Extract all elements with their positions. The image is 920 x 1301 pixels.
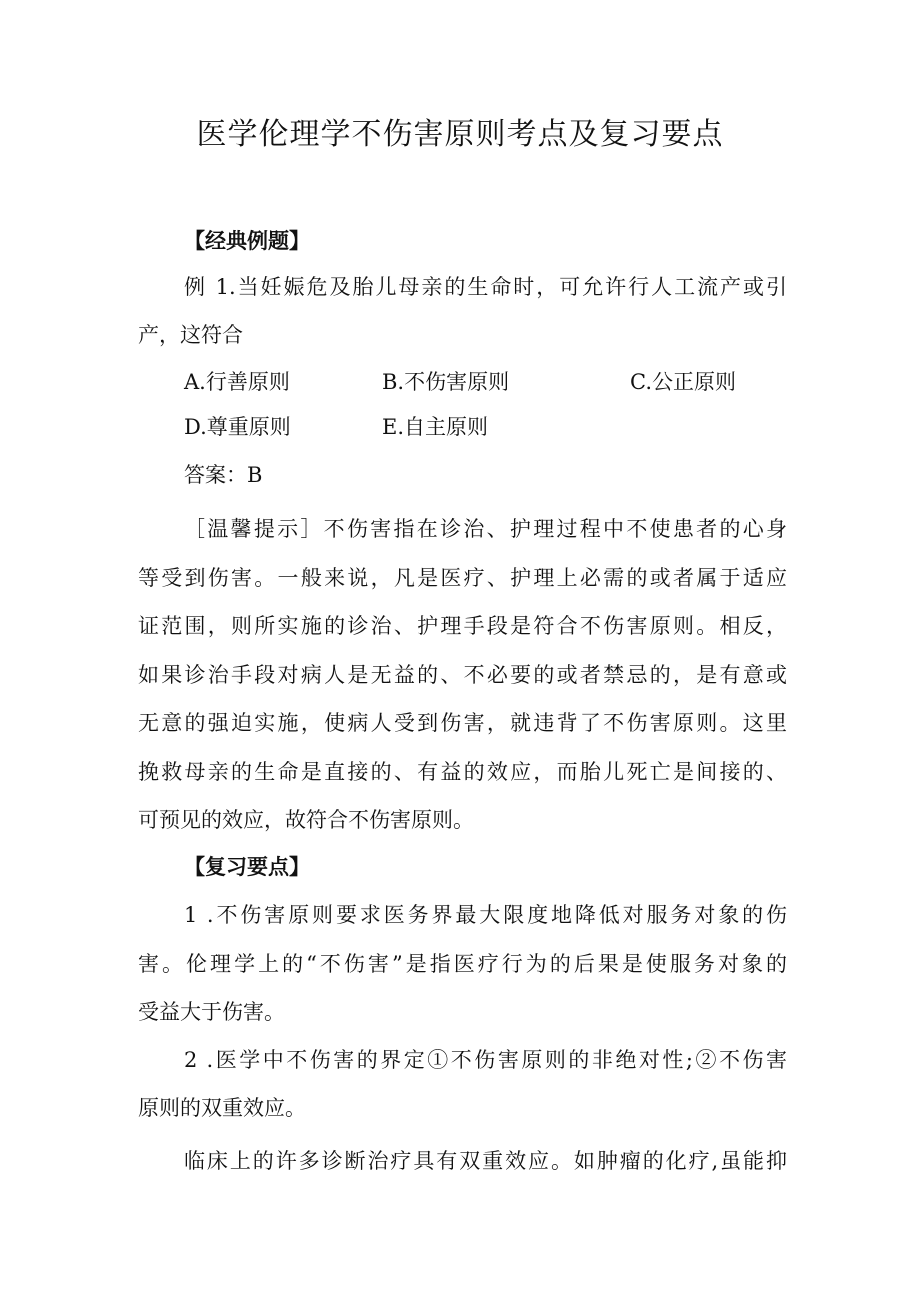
- tip-line-7: 可预见的效应，故符合不伤害原则。: [138, 808, 474, 832]
- tip-line-2: 等受到伤害。一般来说，凡是医疗、护理上必需的或者属于适应: [138, 566, 787, 590]
- option-b: B.不伤害原则: [382, 370, 510, 394]
- point2-line-2: 原则的双重效应。: [138, 1096, 306, 1120]
- examples-heading: 【经典例题】: [184, 229, 310, 253]
- option-e: E.自主原则: [382, 415, 489, 439]
- question-line-2: 产，这符合: [138, 323, 243, 347]
- tip-line-1: ［温馨提示］不伤害指在诊治、护理过程中不使患者的心身: [184, 517, 787, 541]
- clinical-line: 临床上的许多诊断治疗具有双重效应。如肿瘤的化疗,虽能抑: [184, 1149, 787, 1173]
- option-c: C.公正原则: [630, 370, 736, 394]
- point1-line-3: 受益大于伤害。: [138, 1000, 285, 1024]
- tip-line-4: 如果诊治手段对病人是无益的、不必要的或者禁忌的，是有意或: [138, 663, 787, 687]
- option-a: A.行善原则: [184, 370, 290, 394]
- document-title: 医学伦理学不伤害原则考点及复习要点: [196, 117, 724, 152]
- answer-text: 答案：B: [184, 463, 263, 487]
- tip-line-3: 证范围，则所实施的诊治、护理手段是符合不伤害原则。相反，: [138, 614, 787, 638]
- tip-line-5: 无意的强迫实施，使病人受到伤害，就违背了不伤害原则。这里: [138, 711, 787, 735]
- option-d: D.尊重原则: [184, 415, 291, 439]
- point2-line-1: 2 .医学中不伤害的界定①不伤害原则的非绝对性;②不伤害: [184, 1048, 787, 1072]
- question-line-1: 例 1.当妊娠危及胎儿母亲的生命时，可允许行人工流产或引: [184, 275, 787, 299]
- review-heading: 【复习要点】: [184, 855, 310, 879]
- tip-line-6: 挽救母亲的生命是直接的、有益的效应，而胎儿死亡是间接的、: [138, 760, 787, 784]
- point1-line-1: 1 .不伤害原则要求医务界最大限度地降低对服务对象的伤: [184, 903, 787, 927]
- point1-line-2: 害。伦理学上的“不伤害”是指医疗行为的后果是使服务对象的: [138, 952, 787, 976]
